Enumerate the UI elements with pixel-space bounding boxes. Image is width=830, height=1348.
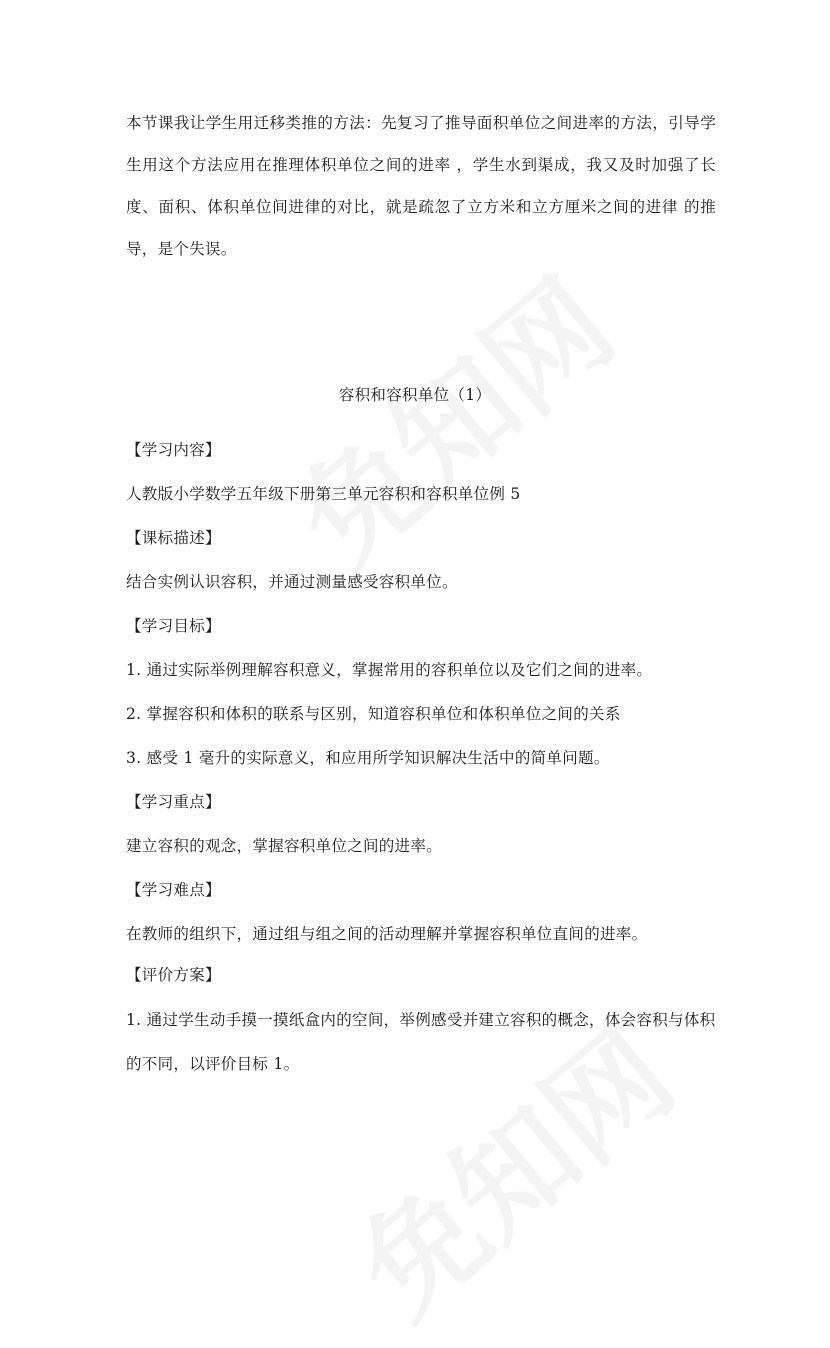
goals-heading: 【学习目标】 — [126, 617, 221, 635]
content-text: 人教版小学数学五年级下册第三单元容积和容积单位例 5 — [126, 485, 521, 503]
section-title: 容积和容积单位（1） — [338, 386, 492, 404]
evaluation-text: 1. 通过学生动手摸一摸纸盒内的空间，举例感受并建立容积的概念，体会容积与体积的不同，以评价目标 1。 — [126, 1011, 716, 1073]
evaluation-heading: 【评价方案】 — [126, 966, 221, 984]
goal-item: 2. 掌握容积和体积的联系与区别，知道容积单位和体积单位之间的关系 — [126, 705, 621, 723]
key-text: 建立容积的观念，掌握容积单位之间的进率。 — [126, 837, 443, 855]
standard-text: 结合实例认识容积，并通过测量感受容积单位。 — [126, 573, 458, 591]
goal-item: 3. 感受 1 毫升的实际意义，和应用所学知识解决生活中的简单问题。 — [126, 749, 610, 767]
standard-heading: 【课标描述】 — [126, 529, 221, 547]
content-heading: 【学习内容】 — [126, 441, 221, 459]
key-heading: 【学习重点】 — [126, 793, 221, 811]
difficulty-heading: 【学习难点】 — [126, 881, 221, 899]
goal-item: 1. 通过实际举例理解容积意义，掌握常用的容积单位以及它们之间的进率。 — [126, 661, 653, 679]
intro-paragraph: 本节课我让学生用迁移类推的方法：先复习了推导面积单位之间进率的方法，引导学生用这个方法应用在推理体积单位之间的进率 ，学生水到渠成，我又及时加强了长度、面积、体积单位间进律的对比，就是疏忽了立方米和立方厘米之间的进律 的推导，是个失误。 — [126, 114, 716, 258]
difficulty-text: 在教师的组织下，通过组与组之间的活动理解并掌握容积单位直间的进率。 — [126, 925, 648, 943]
